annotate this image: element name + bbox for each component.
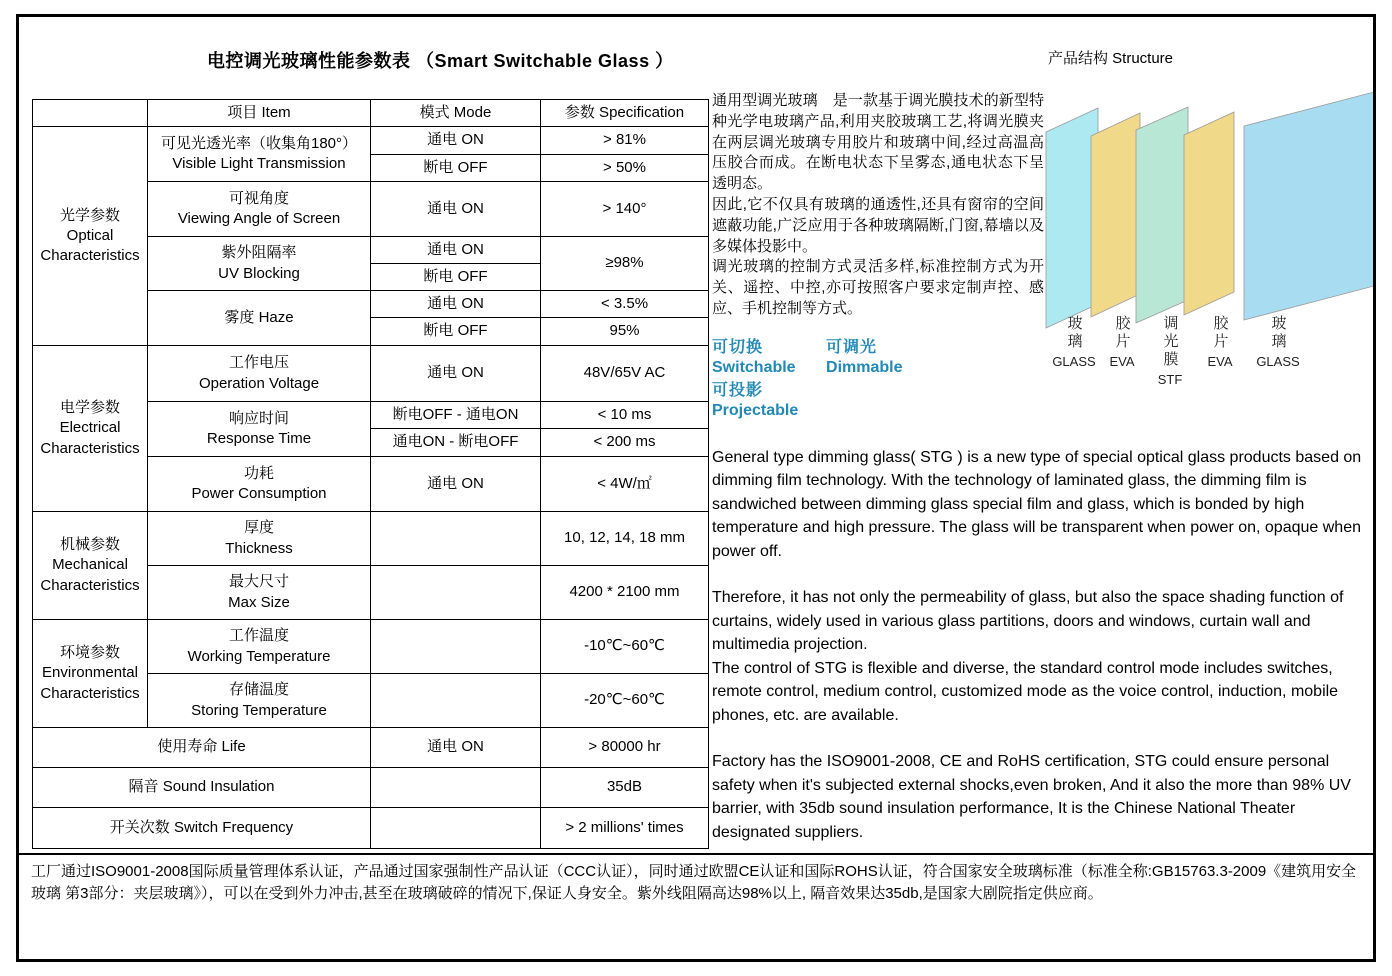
item-life: 使用寿命 Life: [33, 728, 371, 768]
category-electrical: [33, 346, 148, 512]
category-mechanical: [33, 512, 148, 620]
eva-layer-right: [1184, 112, 1234, 315]
spec-cell: > 140°: [541, 182, 709, 237]
mode-cell: [371, 674, 541, 728]
spec-cell: > 81%: [541, 127, 709, 155]
page-title: 电控调光玻璃性能参数表 （Smart Switchable Glass ）: [207, 51, 674, 71]
feature-switchable: [712, 334, 796, 377]
item-max-size: [148, 566, 371, 620]
layer-labels: [1044, 315, 1376, 405]
feature-label-zh: 可调光: [826, 338, 878, 356]
layer-label-zh: 调光膜: [1161, 315, 1179, 369]
item-viewing-angle: [148, 182, 371, 237]
item-visible-light-transmission: [148, 127, 371, 182]
item-label-en: Viewing Angle of Screen: [177, 210, 341, 227]
zh-paragraph: 调光玻璃的控制方式灵活多样,标准控制方式为开关、遥控、中控,亦可按照客户要求定制声控、感应、手机控制等方式。: [712, 258, 1044, 317]
mode-cell: [371, 566, 541, 620]
feature-keywords: [712, 334, 1044, 420]
spec-cell: < 10 ms: [541, 402, 709, 429]
en-paragraph: General type dimming glass( STG ) is a new type of special optical glass products based on dimming film technology. With the technology of laminated glass, the dimming film is sandwiched between dimming glass special film and glass, which is bonded by high temperature and high pressure. The glass will be transparent when power on, opaque when power off.: [712, 448, 1362, 560]
col-header-item: 项目 Item: [148, 100, 371, 127]
document-frame: [16, 14, 1376, 962]
stf-film-layer: [1136, 107, 1188, 323]
english-description: [712, 446, 1376, 845]
mode-cell: [371, 768, 541, 808]
table-row: [33, 346, 709, 402]
mode-cell: 通电 ON: [371, 127, 541, 155]
label-glass-left: [1052, 315, 1096, 369]
item-label-zh: 响应时间: [228, 409, 289, 427]
item-label-zh: 紫外阻隔率: [221, 244, 297, 262]
mode-cell: [371, 512, 541, 566]
item-label-en: UV Blocking: [218, 264, 300, 282]
layer-label-zh: 胶片: [1211, 315, 1229, 351]
item-power-consumption: [148, 457, 371, 512]
product-structure: [1044, 17, 1376, 420]
spec-cell: 48V/65V AC: [541, 346, 709, 402]
item-label-zh: 可见光透光率（收集角180°）: [160, 134, 358, 152]
label-eva-right: [1198, 315, 1242, 369]
glass-layer-left: [1046, 108, 1098, 328]
glass-layer-right: [1244, 92, 1374, 320]
spec-cell: 4200 * 2100 mm: [541, 566, 709, 620]
feature-label-zh: 可投影: [712, 381, 764, 399]
spec-table: [32, 99, 709, 849]
mode-cell: [371, 808, 541, 849]
mode-cell: 通电 ON: [371, 457, 541, 512]
mode-cell: 通电 ON: [371, 728, 541, 768]
category-label-zh: 电学参数: [59, 399, 120, 417]
table-row: [33, 127, 709, 155]
main-content: [19, 17, 1373, 849]
mode-cell: 断电 OFF: [371, 264, 541, 291]
item-label-zh: 存储温度: [228, 681, 289, 699]
mode-cell: 通电 ON: [371, 182, 541, 237]
item-haze: 雾度 Haze: [148, 291, 371, 346]
spec-cell: -10℃~60℃: [541, 620, 709, 674]
layer-label-zh: 玻璃: [1269, 315, 1287, 351]
mode-cell: 通电ON - 断电OFF: [371, 429, 541, 457]
feature-dimmable: [826, 334, 902, 377]
spec-cell: 95%: [541, 318, 709, 346]
table-row: [33, 808, 709, 849]
mode-cell: 通电 ON: [371, 237, 541, 264]
chinese-description: [712, 17, 1044, 420]
feature-label-en: Switchable: [712, 358, 796, 376]
description-section: [708, 17, 1376, 844]
category-label-en: Environmental Characteristics: [40, 664, 140, 702]
spec-cell: 10, 12, 14, 18 mm: [541, 512, 709, 566]
table-header-row: [33, 100, 709, 127]
spec-cell: > 80000 hr: [541, 728, 709, 768]
layer-label-zh: 玻璃: [1065, 315, 1083, 351]
spec-table-section: [19, 17, 708, 849]
category-label-zh: 机械参数: [59, 536, 120, 554]
item-operation-voltage: [148, 346, 371, 402]
item-switch-frequency: 开关次数 Switch Frequency: [33, 808, 371, 849]
item-working-temperature: [148, 620, 371, 674]
spec-cell: 35dB: [541, 768, 709, 808]
layer-label-zh: 胶片: [1113, 315, 1131, 351]
category-label-en: Electrical Characteristics: [40, 419, 140, 457]
item-label-en: Storing Temperature: [191, 701, 327, 719]
col-header-mode: 模式 Mode: [371, 100, 541, 127]
zh-paragraph: 因此,它不仅具有玻璃的通透性,还具有窗帘的空间遮蔽功能,广泛应用于各种玻璃隔断,门窗,幕墙以及多媒体投影中。: [712, 195, 1044, 255]
feature-label-zh: 可切换: [712, 338, 764, 356]
item-uv-blocking: [148, 237, 371, 291]
layer-label-en: EVA: [1109, 354, 1135, 369]
category-optical: [33, 127, 148, 346]
layer-label-en: EVA: [1207, 354, 1233, 369]
mode-cell: [371, 620, 541, 674]
feature-label-en: Projectable: [712, 401, 799, 419]
item-sound-insulation: 隔音 Sound Insulation: [33, 768, 371, 808]
structure-diagram: [1044, 86, 1376, 336]
spec-cell: < 3.5%: [541, 291, 709, 318]
mode-cell: 断电 OFF: [371, 318, 541, 346]
mode-cell: 断电 OFF: [371, 155, 541, 182]
col-header-spec: 参数 Specification: [541, 100, 709, 127]
item-label-zh: 功耗: [243, 464, 274, 482]
mode-cell: 通电 ON: [371, 291, 541, 318]
spec-cell: > 2 millions' times: [541, 808, 709, 849]
header-spacer: [33, 100, 148, 127]
item-label-en: Operation Voltage: [198, 374, 320, 392]
eva-layer-left: [1091, 113, 1140, 317]
spec-cell: > 50%: [541, 155, 709, 182]
description-top: [712, 17, 1376, 420]
category-label-en: Optical Characteristics: [40, 226, 140, 265]
layer-label-en: GLASS: [1052, 354, 1096, 369]
structure-title: 产品结构 Structure: [1048, 50, 1174, 67]
category-environmental: [33, 620, 148, 728]
table-row: [33, 728, 709, 768]
item-label-en: Response Time: [206, 430, 312, 447]
certification-note: 工厂通过ISO9001-2008国际质量管理体系认证，产品通过国家强制性产品认证（CCC认证），同时通过欧盟CE认证和国际ROHS认证，符合国家安全玻璃标准（标准全称:GB15763.3-2009《建筑用安全玻璃 第3部分：夹层玻璃》），可以在受到外力冲击,甚至在玻璃破碎的情况下,保证人身安全。紫外线阻隔高达98%以上, 隔音效果达35db,是国家大剧院指定供应商。: [19, 853, 1373, 905]
item-label-zh: 可视角度: [228, 189, 289, 207]
spec-cell: < 200 ms: [541, 429, 709, 457]
item-label-en: Power Consumption: [191, 485, 327, 502]
spec-cell: < 4W/㎡: [541, 457, 709, 512]
item-label-zh: 工作电压: [228, 354, 289, 372]
zh-paragraph: 通用型调光玻璃 是一款基于调光膜技术的新型特种光学电玻璃产品,利用夹胶玻璃工艺,将调光膜夹在两层调光玻璃专用胶片和玻璃中间,经过高温高压胶合而成。在断电状态下呈雾态,通电状态下呈透明态。: [712, 92, 1044, 193]
item-label-en: Working Temperature: [187, 647, 331, 665]
en-paragraph: Factory has the ISO9001-2008, CE and RoHS certification, STG could ensure personal safety when it's subjected external shocks,even broken, And it also the more than 98% UV barrier, with 35db sound insulation performance, It is the Chinese National Theater designated suppliers.: [712, 753, 1351, 841]
feature-projectable: [712, 377, 798, 420]
item-label-en: Thickness: [225, 539, 293, 557]
label-glass-right: [1256, 315, 1300, 369]
en-paragraph: The control of STG is flexible and diverse, the standard control mode includes switches, remote control, medium control, customized mode as the voice control, induction, mobile phones, etc. are available.: [712, 659, 1339, 724]
spec-cell: ≥98%: [541, 237, 709, 291]
item-label-zh: 厚度: [243, 519, 274, 537]
item-label-zh: 工作温度: [228, 627, 289, 645]
layer-label-en: STF: [1157, 372, 1183, 387]
en-paragraph: Therefore, it has not only the permeability of glass, but also the space shading function of curtains, widely used in various glass partitions, doors and windows, curtain wall and multimedia projection.: [712, 589, 1344, 654]
item-response-time: [148, 402, 371, 457]
layer-label-en: GLASS: [1256, 354, 1300, 369]
label-stf: [1148, 315, 1192, 387]
table-row: [33, 620, 709, 674]
spec-cell: -20℃~60℃: [541, 674, 709, 728]
table-row: [33, 512, 709, 566]
feature-label-en: Dimmable: [826, 358, 903, 376]
mode-cell: 通电 ON: [371, 346, 541, 402]
category-label-en: Mechanical Characteristics: [40, 556, 140, 594]
item-label-zh: 最大尺寸: [228, 573, 289, 591]
item-label-en: Visible Light Transmission: [172, 155, 346, 172]
table-row: [33, 768, 709, 808]
category-label-zh: 环境参数: [59, 644, 120, 662]
mode-cell: 断电OFF - 通电ON: [371, 402, 541, 429]
category-label-zh: 光学参数: [59, 206, 120, 224]
label-eva-left: [1100, 315, 1144, 369]
item-thickness: [148, 512, 371, 566]
item-storing-temperature: [148, 674, 371, 728]
item-label-en: Max Size: [228, 593, 290, 611]
